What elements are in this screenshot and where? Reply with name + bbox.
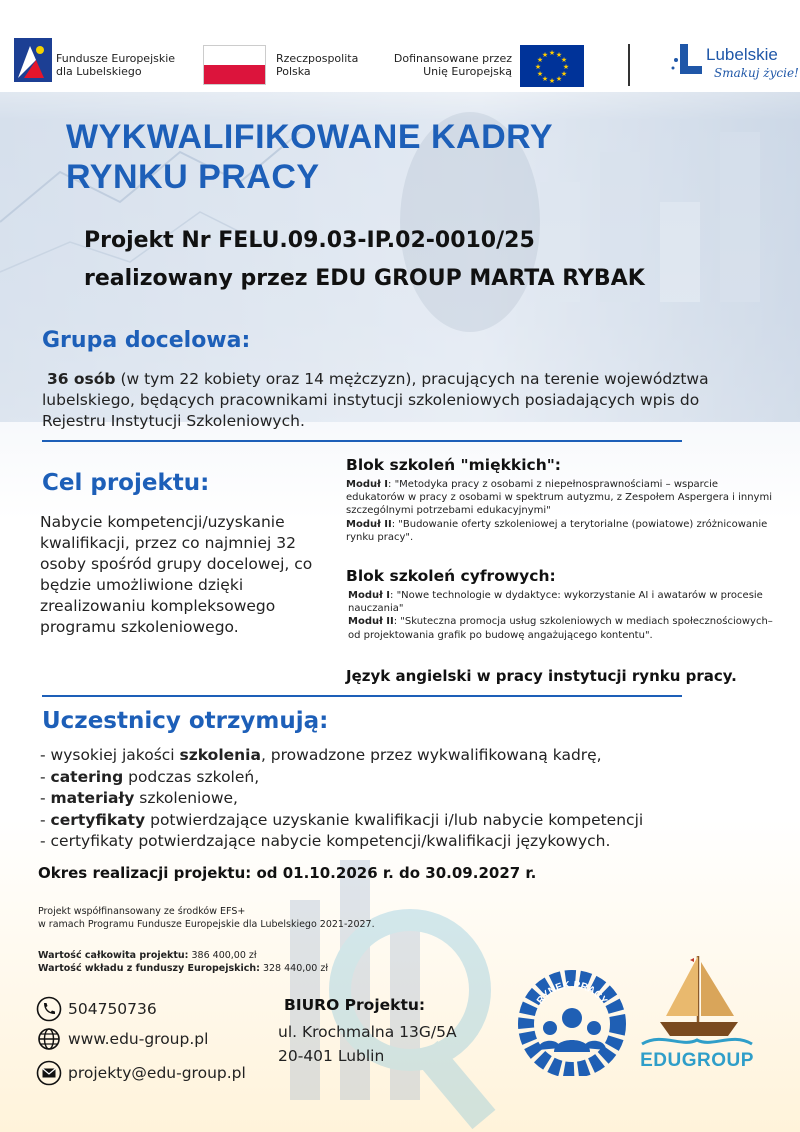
- svg-text:★: ★: [534, 63, 542, 71]
- list-item: - catering podczas szkoleń,: [40, 767, 260, 786]
- participants-benefits-list: [40, 745, 760, 853]
- svg-text:★: ★: [541, 75, 549, 83]
- digital-module-2: Moduł II: "Skuteczna promocja usług szkoleniowych w mediach społecznościowych– od projektowania grafik po budowę angażującego kontentu".: [348, 616, 773, 641]
- contact-email[interactable]: projekty@edu-group.pl: [36, 1060, 246, 1086]
- contact-website[interactable]: www.edu-group.pl: [36, 1026, 208, 1052]
- polish-flag-icon: [203, 45, 266, 85]
- svg-text:★: ★: [560, 56, 568, 64]
- svg-text:★: ★: [548, 49, 556, 57]
- list-item: - certyfikaty potwierdzające nabycie kompetencji/kwalifikacji językowych.: [40, 832, 611, 850]
- svg-text:★: ★: [548, 77, 556, 85]
- contact-phone[interactable]: 504750736: [36, 996, 157, 1022]
- project-office-address: ul. Krochmalna 13G/5A 20-401 Lublin: [278, 1023, 457, 1065]
- participants-receive-heading: Uczestnicy otrzymują:: [42, 708, 329, 734]
- lubelskie-logo-slogan: Smakuj życie!: [714, 66, 799, 80]
- svg-text:★: ★: [536, 56, 544, 64]
- email-icon: [36, 1060, 62, 1086]
- list-item: - certyfikaty potwierdzające uzyskanie kwalifikacji i/lub nabycie kompetencji: [40, 810, 644, 829]
- svg-text:RYNEK PRACY: RYNEK PRACY: [535, 979, 609, 1007]
- svg-text:★: ★: [555, 51, 563, 59]
- soft-module-2: Moduł II: "Budowanie oferty szkoleniowej a terytorialne (powiatowe) zróżnicowanie rynku pracy".: [346, 518, 768, 543]
- project-period: Okres realizacji projektu: od 01.10.2026 r. do 30.09.2027 r.: [38, 864, 537, 882]
- section-divider: [42, 695, 682, 697]
- lubelskie-logo-icon: [670, 40, 706, 80]
- soft-module-1: Moduł I: "Metodyka pracy z osobami z niepełnosprawnościami – wsparcie edukatorów w pracy z osobami w spektrum autyzmu, z Zespołem Aspergera i innymi szczególnymi potrzebami edukacyjnymi": [346, 479, 772, 517]
- digital-block-heading: Blok szkoleń cyfrowych:: [346, 567, 556, 585]
- background-magnifier-illustration: [270, 840, 530, 1130]
- eu-cofinancing-text: Dofinansowane przez Unię Europejską: [393, 52, 512, 78]
- project-goal-text: Nabycie kompetencji/uzyskanie kwalifikacji, przez co najmniej 32 osoby spośród grupy docelowej, co będzie umożliwione dzięki zrealizowaniu kompleksowego programu szkoleniowego.: [40, 513, 313, 636]
- header-logos: [0, 0, 800, 92]
- project-subtitle: Projekt Nr FELU.09.03-IP.02-0010/25 realizowany przez EDU GROUP MARTA RYBAK: [84, 228, 645, 291]
- header-divider: [628, 44, 630, 86]
- digital-block-modules: [348, 589, 778, 642]
- total-value: Wartość całkowita projektu: 386 400,00 zł: [38, 950, 257, 961]
- eu-contribution-value: Wartość wkładu z funduszy Europejskich: 328 440,00 zł: [38, 962, 329, 974]
- rynek-pracy-logo: [516, 968, 628, 1076]
- financing-note: Projekt współfinansowany ze środków EFS+ w ramach Programu Fundusze Europejskie dla Lubelskiego 2021-2027.: [38, 906, 375, 930]
- globe-icon: [36, 1026, 62, 1052]
- fundusze-europejskie-logo-text: Fundusze Europejskie dla Lubelskiego: [56, 52, 176, 78]
- list-item: - wysokiej jakości szkolenia, prowadzone przez wykwalifikowaną kadrę,: [40, 746, 602, 764]
- project-value: [38, 950, 468, 975]
- svg-text:★: ★: [536, 70, 544, 78]
- page-title: WYKWALIFIKOWANE KADRY RYNKU PRACY: [66, 118, 554, 196]
- svg-text:★: ★: [562, 63, 570, 71]
- fundusze-europejskie-logo-icon: [14, 38, 52, 82]
- edugroup-boat-logo-icon: [632, 952, 762, 1052]
- phone-icon: [36, 996, 62, 1022]
- list-item: - materiały szkoleniowe,: [40, 789, 238, 807]
- rzeczpospolita-logo-text: Rzeczpospolita Polska: [276, 52, 359, 78]
- english-block-heading: Język angielski w pracy instytucji rynku pracy.: [346, 667, 737, 685]
- soft-skills-block-modules: [346, 478, 776, 544]
- project-office-heading: BIURO Projektu:: [284, 996, 426, 1014]
- digital-module-1: Moduł I: "Nowe technologie w dydaktyce: wykorzystanie AI i awatarów w procesie nauczania": [348, 590, 763, 615]
- edugroup-logo-text: EDUGROUP: [640, 1050, 754, 1071]
- eu-flag-icon: [520, 45, 584, 87]
- svg-text:★: ★: [555, 75, 563, 83]
- svg-text:★: ★: [541, 51, 549, 59]
- svg-text:★: ★: [560, 70, 568, 78]
- project-goal-heading: Cel projektu:: [42, 470, 210, 496]
- target-group-text: 36 osób (w tym 22 kobiety oraz 14 mężczyzn), pracujących na terenie województwa lubelskiego, będących pracownikami instytucji szkoleniowych posiadających wpis do Rejestru Instytucji Szkoleniowych.: [42, 370, 709, 430]
- target-group-heading: Grupa docelowa:: [42, 328, 251, 353]
- section-divider: [42, 440, 682, 442]
- lubelskie-logo-name: Lubelskie: [706, 45, 778, 64]
- soft-skills-block-heading: Blok szkoleń "miękkich":: [346, 456, 562, 474]
